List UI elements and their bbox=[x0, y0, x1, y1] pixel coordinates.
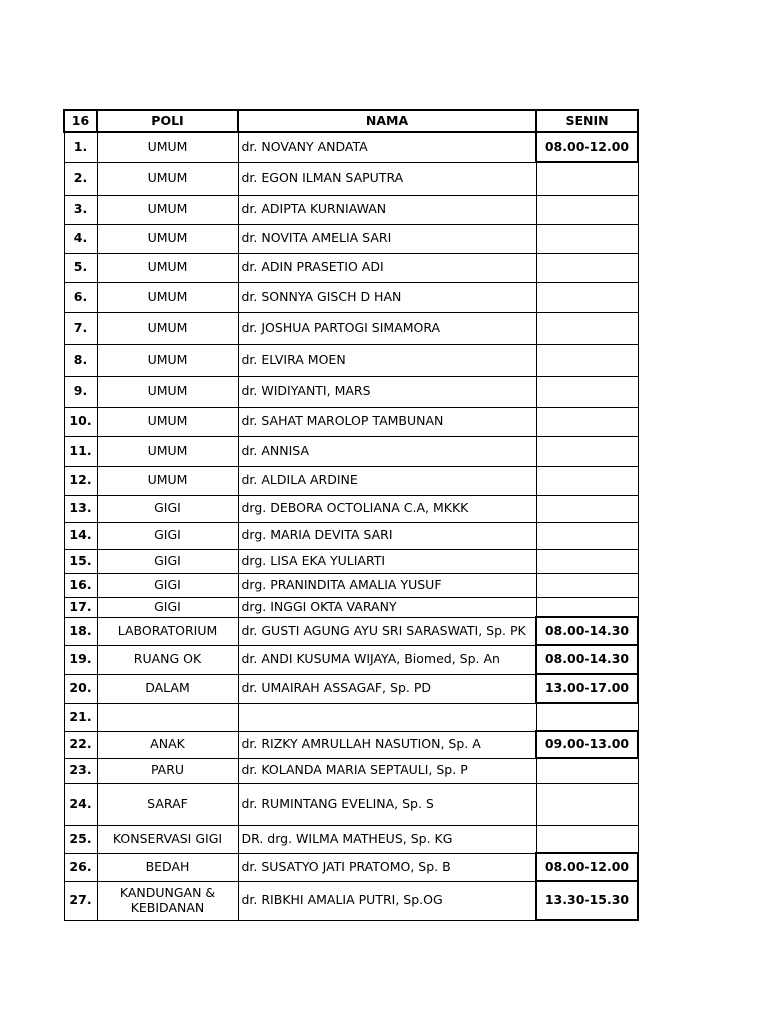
table-row bbox=[64, 783, 638, 825]
row-poli: UMUM bbox=[97, 312, 238, 344]
row-doctor-name: drg. LISA EKA YULIARTI bbox=[238, 549, 536, 573]
row-poli: UMUM bbox=[97, 224, 238, 253]
doctor-schedule-table bbox=[63, 109, 639, 921]
row-number: 21. bbox=[64, 703, 97, 731]
table-row bbox=[64, 549, 638, 573]
row-number: 20. bbox=[64, 674, 97, 703]
row-poli: LABORATORIUM bbox=[97, 617, 238, 645]
row-doctor-name: dr. ADIN PRASETIO ADI bbox=[238, 253, 536, 282]
row-number: 10. bbox=[64, 407, 97, 436]
row-poli: RUANG OK bbox=[97, 645, 238, 674]
table-row bbox=[64, 344, 638, 376]
table-row bbox=[64, 195, 638, 224]
row-number: 13. bbox=[64, 495, 97, 522]
table-row bbox=[64, 825, 638, 853]
row-poli: GIGI bbox=[97, 573, 238, 597]
row-number: 8. bbox=[64, 344, 97, 376]
row-senin-hours bbox=[536, 312, 638, 344]
row-senin-hours bbox=[536, 703, 638, 731]
row-doctor-name: dr. NOVANY ANDATA bbox=[238, 132, 536, 162]
row-senin-hours: 09.00-13.00 bbox=[536, 731, 638, 758]
row-poli: UMUM bbox=[97, 132, 238, 162]
row-poli bbox=[97, 703, 238, 731]
row-poli: UMUM bbox=[97, 162, 238, 195]
row-senin-hours bbox=[536, 573, 638, 597]
row-poli: ANAK bbox=[97, 731, 238, 758]
table-body bbox=[64, 132, 638, 920]
row-poli: UMUM bbox=[97, 376, 238, 407]
row-doctor-name: dr. RIBKHI AMALIA PUTRI, Sp.OG bbox=[238, 881, 536, 920]
row-senin-hours bbox=[536, 466, 638, 495]
row-doctor-name: dr. ELVIRA MOEN bbox=[238, 344, 536, 376]
table-row bbox=[64, 522, 638, 549]
table-row bbox=[64, 617, 638, 645]
row-number: 6. bbox=[64, 282, 97, 312]
header-poli: POLI bbox=[97, 110, 238, 132]
row-senin-hours bbox=[536, 253, 638, 282]
table-row bbox=[64, 881, 638, 920]
row-number: 25. bbox=[64, 825, 97, 853]
table-row bbox=[64, 495, 638, 522]
row-number: 5. bbox=[64, 253, 97, 282]
row-senin-hours: 13.30-15.30 bbox=[536, 881, 638, 920]
row-poli: UMUM bbox=[97, 282, 238, 312]
table-row bbox=[64, 132, 638, 162]
header-senin: SENIN bbox=[536, 110, 638, 132]
table-row bbox=[64, 597, 638, 617]
row-doctor-name: dr. GUSTI AGUNG AYU SRI SARASWATI, Sp. PK bbox=[238, 617, 536, 645]
row-senin-hours bbox=[536, 549, 638, 573]
row-doctor-name: dr. RUMINTANG EVELINA, Sp. S bbox=[238, 783, 536, 825]
row-doctor-name: dr. NOVITA AMELIA SARI bbox=[238, 224, 536, 253]
row-senin-hours: 08.00-14.30 bbox=[536, 645, 638, 674]
row-senin-hours: 08.00-12.00 bbox=[536, 853, 638, 881]
row-number: 7. bbox=[64, 312, 97, 344]
row-number: 16. bbox=[64, 573, 97, 597]
row-number: 18. bbox=[64, 617, 97, 645]
table-row bbox=[64, 758, 638, 783]
row-senin-hours bbox=[536, 758, 638, 783]
row-doctor-name: drg. PRANINDITA AMALIA YUSUF bbox=[238, 573, 536, 597]
table-row bbox=[64, 674, 638, 703]
row-senin-hours bbox=[536, 162, 638, 195]
row-poli: GIGI bbox=[97, 549, 238, 573]
row-senin-hours bbox=[536, 522, 638, 549]
header-nama: NAMA bbox=[238, 110, 536, 132]
row-doctor-name: dr. WIDIYANTI, MARS bbox=[238, 376, 536, 407]
row-poli: KONSERVASI GIGI bbox=[97, 825, 238, 853]
row-senin-hours bbox=[536, 436, 638, 466]
row-number: 24. bbox=[64, 783, 97, 825]
row-senin-hours bbox=[536, 597, 638, 617]
row-number: 2. bbox=[64, 162, 97, 195]
row-number: 4. bbox=[64, 224, 97, 253]
row-number: 3. bbox=[64, 195, 97, 224]
row-poli: GIGI bbox=[97, 522, 238, 549]
row-number: 14. bbox=[64, 522, 97, 549]
row-poli: GIGI bbox=[97, 597, 238, 617]
row-doctor-name: dr. UMAIRAH ASSAGAF, Sp. PD bbox=[238, 674, 536, 703]
table-row bbox=[64, 407, 638, 436]
row-number: 12. bbox=[64, 466, 97, 495]
row-senin-hours: 08.00-14.30 bbox=[536, 617, 638, 645]
row-doctor-name: drg. INGGI OKTA VARANY bbox=[238, 597, 536, 617]
row-poli: UMUM bbox=[97, 436, 238, 466]
row-number: 23. bbox=[64, 758, 97, 783]
row-number: 26. bbox=[64, 853, 97, 881]
row-senin-hours: 13.00-17.00 bbox=[536, 674, 638, 703]
row-doctor-name: dr. SONNYA GISCH D HAN bbox=[238, 282, 536, 312]
row-senin-hours bbox=[536, 344, 638, 376]
row-number: 22. bbox=[64, 731, 97, 758]
row-poli: UMUM bbox=[97, 253, 238, 282]
table-row bbox=[64, 376, 638, 407]
row-number: 15. bbox=[64, 549, 97, 573]
table-row bbox=[64, 466, 638, 495]
row-doctor-name: dr. JOSHUA PARTOGI SIMAMORA bbox=[238, 312, 536, 344]
row-poli: BEDAH bbox=[97, 853, 238, 881]
row-senin-hours bbox=[536, 224, 638, 253]
row-number: 1. bbox=[64, 132, 97, 162]
row-number: 9. bbox=[64, 376, 97, 407]
row-senin-hours: 08.00-12.00 bbox=[536, 132, 638, 162]
row-poli: GIGI bbox=[97, 495, 238, 522]
table-row bbox=[64, 224, 638, 253]
row-poli: UMUM bbox=[97, 407, 238, 436]
row-number: 27. bbox=[64, 881, 97, 920]
row-senin-hours bbox=[536, 825, 638, 853]
row-poli: SARAF bbox=[97, 783, 238, 825]
table-row bbox=[64, 312, 638, 344]
table-row bbox=[64, 282, 638, 312]
row-poli: UMUM bbox=[97, 195, 238, 224]
row-poli: UMUM bbox=[97, 466, 238, 495]
row-doctor-name: dr. ANDI KUSUMA WIJAYA, Biomed, Sp. An bbox=[238, 645, 536, 674]
row-number: 19. bbox=[64, 645, 97, 674]
row-senin-hours bbox=[536, 376, 638, 407]
table-row bbox=[64, 253, 638, 282]
row-doctor-name: drg. DEBORA OCTOLIANA C.A, MKKK bbox=[238, 495, 536, 522]
row-senin-hours bbox=[536, 495, 638, 522]
row-doctor-name: dr. KOLANDA MARIA SEPTAULI, Sp. P bbox=[238, 758, 536, 783]
row-doctor-name: dr. ADIPTA KURNIAWAN bbox=[238, 195, 536, 224]
row-doctor-name: DR. drg. WILMA MATHEUS, Sp. KG bbox=[238, 825, 536, 853]
row-doctor-name: dr. SAHAT MAROLOP TAMBUNAN bbox=[238, 407, 536, 436]
row-doctor-name: dr. EGON ILMAN SAPUTRA bbox=[238, 162, 536, 195]
row-number: 11. bbox=[64, 436, 97, 466]
row-senin-hours bbox=[536, 195, 638, 224]
table-row bbox=[64, 703, 638, 731]
row-poli: PARU bbox=[97, 758, 238, 783]
row-poli: UMUM bbox=[97, 344, 238, 376]
row-doctor-name: dr. RIZKY AMRULLAH NASUTION, Sp. A bbox=[238, 731, 536, 758]
table-row bbox=[64, 645, 638, 674]
row-poli: DALAM bbox=[97, 674, 238, 703]
row-doctor-name bbox=[238, 703, 536, 731]
row-senin-hours bbox=[536, 783, 638, 825]
table-row bbox=[64, 573, 638, 597]
table-row bbox=[64, 162, 638, 195]
table-row bbox=[64, 853, 638, 881]
row-doctor-name: dr. ALDILA ARDINE bbox=[238, 466, 536, 495]
row-poli: KANDUNGAN & KEBIDANAN bbox=[97, 881, 238, 920]
table-row bbox=[64, 436, 638, 466]
row-doctor-name: drg. MARIA DEVITA SARI bbox=[238, 522, 536, 549]
header-no: 16 bbox=[64, 110, 97, 132]
table-row bbox=[64, 731, 638, 758]
row-doctor-name: dr. SUSATYO JATI PRATOMO, Sp. B bbox=[238, 853, 536, 881]
row-senin-hours bbox=[536, 282, 638, 312]
row-doctor-name: dr. ANNISA bbox=[238, 436, 536, 466]
table-header-row bbox=[64, 110, 638, 132]
row-number: 17. bbox=[64, 597, 97, 617]
row-senin-hours bbox=[536, 407, 638, 436]
